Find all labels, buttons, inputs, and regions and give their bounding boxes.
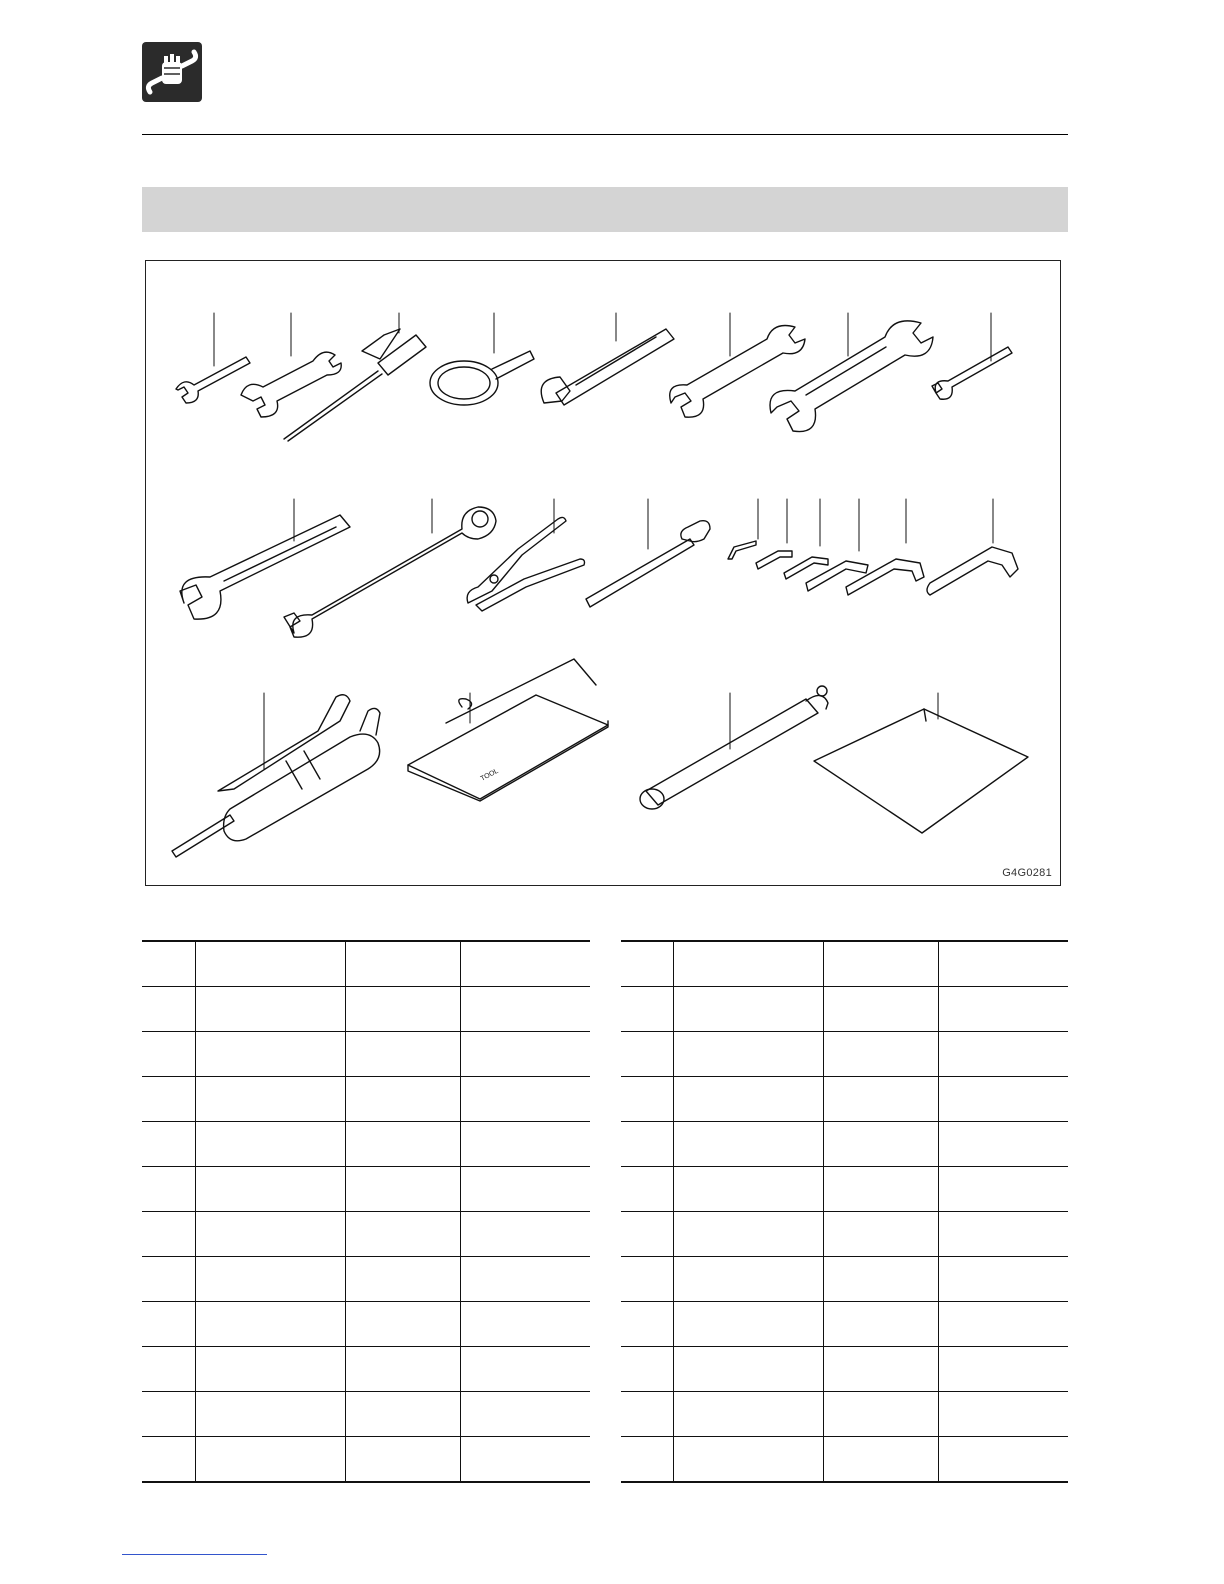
tool-bag-icon [408,659,608,801]
table-row [621,1167,1068,1212]
screwdriver-icon [284,329,426,441]
wrench-2 [241,352,341,417]
header-divider [142,134,1068,135]
svg-text:TOOL: TOOL [479,767,500,783]
small-wrench-1 [176,357,250,403]
tool-kit-illustration [145,260,1061,886]
table-row [142,987,590,1032]
table-row [142,941,590,987]
table-row [621,1212,1068,1257]
table-row [142,1077,590,1122]
table-row [142,1122,590,1167]
adjustable-wrench-icon [541,329,674,405]
table-row [142,1347,590,1392]
table-row [621,1392,1068,1437]
tools-drawing [146,261,1062,887]
callout-lines-row1 [214,313,991,366]
ring-wrench [430,351,534,405]
table-row [621,1437,1068,1483]
section-title-band [142,187,1068,232]
owners-manual-icon [814,709,1028,833]
table-row [142,1257,590,1302]
tools-icon [142,42,202,102]
extension-bar-icon [640,686,828,809]
grease-gun-icon [172,695,380,857]
table-row [142,1212,590,1257]
table-row [621,1347,1068,1392]
table-row [621,1257,1068,1302]
table-row [142,1302,590,1347]
footer-link-underline[interactable] [122,1554,267,1555]
tool-list-table-left [142,940,590,1483]
large-wrench [180,515,350,619]
table-row [142,1437,590,1483]
pliers-icon [467,517,584,611]
wrench-hand-icon [142,42,202,102]
wrench-7 [770,321,933,432]
small-wrench-8 [932,347,1012,399]
table-row [142,1032,590,1077]
figure-code-label: G4G0281 [1002,867,1052,879]
table-row [621,987,1068,1032]
table-row [621,941,1068,987]
table-row [621,1077,1068,1122]
tool-list-table-right [621,940,1068,1483]
table-row [142,1167,590,1212]
callout-lines-row2 [294,499,993,551]
table-row [142,1392,590,1437]
hex-key-set-icon [728,541,1018,595]
table-row [621,1302,1068,1347]
table-row [621,1032,1068,1077]
table-row [621,1122,1068,1167]
